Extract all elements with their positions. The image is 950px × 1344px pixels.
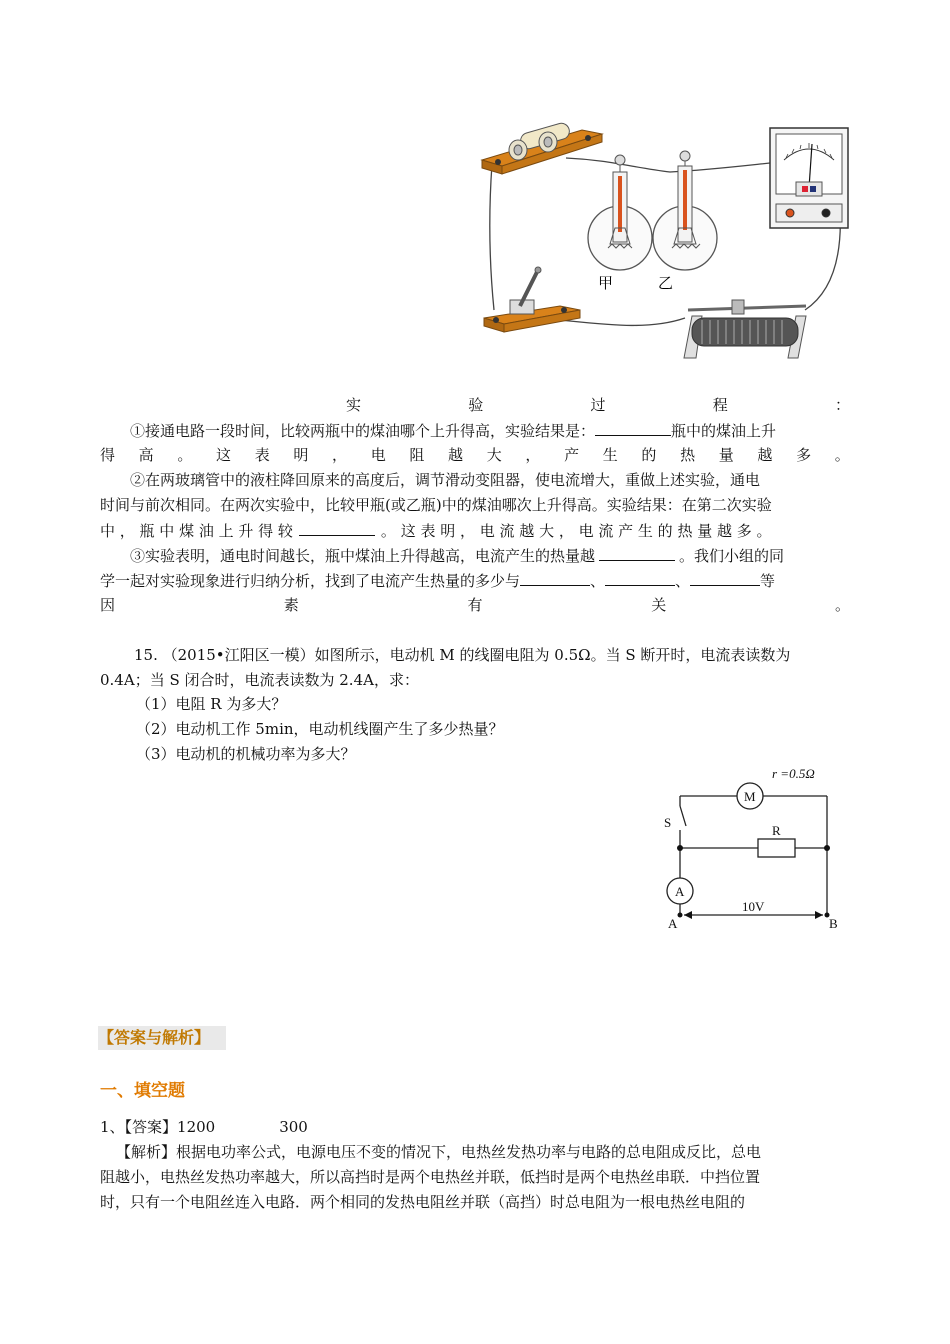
item3-line3: 因 素 有 关 。 — [100, 596, 850, 614]
item2-line1: ②在两玻璃管中的液柱降回原来的高度后，调节滑动变阻器，使电流增大，重做上述实验，通电 — [130, 471, 761, 489]
label-jia: 甲 — [598, 274, 614, 292]
switch-label: S — [664, 815, 672, 830]
label-yi: 乙 — [658, 274, 674, 292]
node-a-label: A — [668, 916, 678, 931]
motor-label: M — [744, 789, 756, 804]
switch-device — [484, 267, 580, 332]
item3-line2: 学一起对实验现象进行归纳分析，找到了电流产生热量的多少与 、 、 等 — [100, 569, 850, 592]
joule-experiment-figure — [470, 120, 860, 370]
ammeter-device — [770, 128, 848, 228]
q15-line2: 0.4A；当 S 闭合时，电流表读数为 2.4A，求： — [100, 671, 419, 689]
battery-holder — [482, 121, 602, 174]
explanation-line3: 时，只有一个电阻丝连入电路．两个相同的发热电阻丝并联（高挡）时总电阻为一根电热丝电阻的 — [100, 1193, 746, 1211]
motor-circuit-diagram — [650, 760, 850, 940]
process-heading: 实 验 过 程 ： — [346, 396, 850, 414]
q15-sub3: （3）电动机的机械功率为多大？ — [136, 745, 356, 763]
coil-resistance-label: r =0.5Ω — [772, 766, 815, 781]
node-b-label: B — [829, 916, 838, 931]
resistor-label: R — [772, 823, 781, 838]
item2-line3: 中 ， 瓶 中 煤 油 上 升 得 较 。 这 表 明 ， 电 流 越 大 ， 电 流 产 生 的 热 量 越 多 。 — [100, 519, 850, 542]
explanation-line1: 【解析】根据电功率公式，电源电压不变的情况下，电热丝发热功率与电路的总电阻成反比，总电 — [116, 1143, 762, 1161]
q15-sub1: （1）电阻 R 为多大？ — [136, 695, 287, 713]
answer-blank[interactable] — [690, 569, 760, 586]
ammeter-label: A — [675, 884, 685, 899]
q15-line1: 15. （2015•江阳区一模）如图所示，电动机 M 的线圈电阻为 0.5Ω。当 S 断开时，电流表读数为 — [134, 646, 791, 664]
q15-sub2: （2）电动机工作 5min，电动机线圈产生了多少热量？ — [136, 720, 504, 738]
answer-section-header: 【答案与解析】 — [98, 1026, 226, 1050]
item2-line2: 时间与前次相同。在两次实验中，比较甲瓶(或乙瓶)中的煤油哪次上升得高。实验结果：在第二次实验 — [100, 496, 772, 514]
item1-line1: ①接通电路一段时间，比较两瓶中的煤油哪个上升得高，实验结果是： 瓶中的煤油上升 — [100, 419, 850, 442]
answer-1-line: 1、【答案】1200 300 — [100, 1118, 308, 1136]
flask-jia — [588, 155, 652, 270]
fill-blank-section-title: 一、填空题 — [100, 1081, 185, 1101]
answer-blank[interactable] — [595, 419, 671, 436]
rheostat-device — [684, 300, 806, 358]
item3-line1: ③实验表明，通电时间越长，瓶中煤油上升得越高，电流产生的热量越 。我们小组的同 — [100, 544, 850, 567]
answer-blank[interactable] — [299, 519, 375, 536]
item1-line2: 得 高 。 这 表 明 ， 电 阻 越 大 ， 产 生 的 热 量 越 多 。 — [100, 446, 850, 464]
answer-blank[interactable] — [599, 544, 675, 561]
voltage-label: 10V — [742, 899, 765, 914]
explanation-line2: 阻越小，电热丝发热功率越大，所以高挡时是两个电热丝并联，低挡时是两个电热丝串联．中挡位置 — [100, 1168, 761, 1186]
answer-blank[interactable] — [520, 569, 590, 586]
answer-blank[interactable] — [605, 569, 675, 586]
